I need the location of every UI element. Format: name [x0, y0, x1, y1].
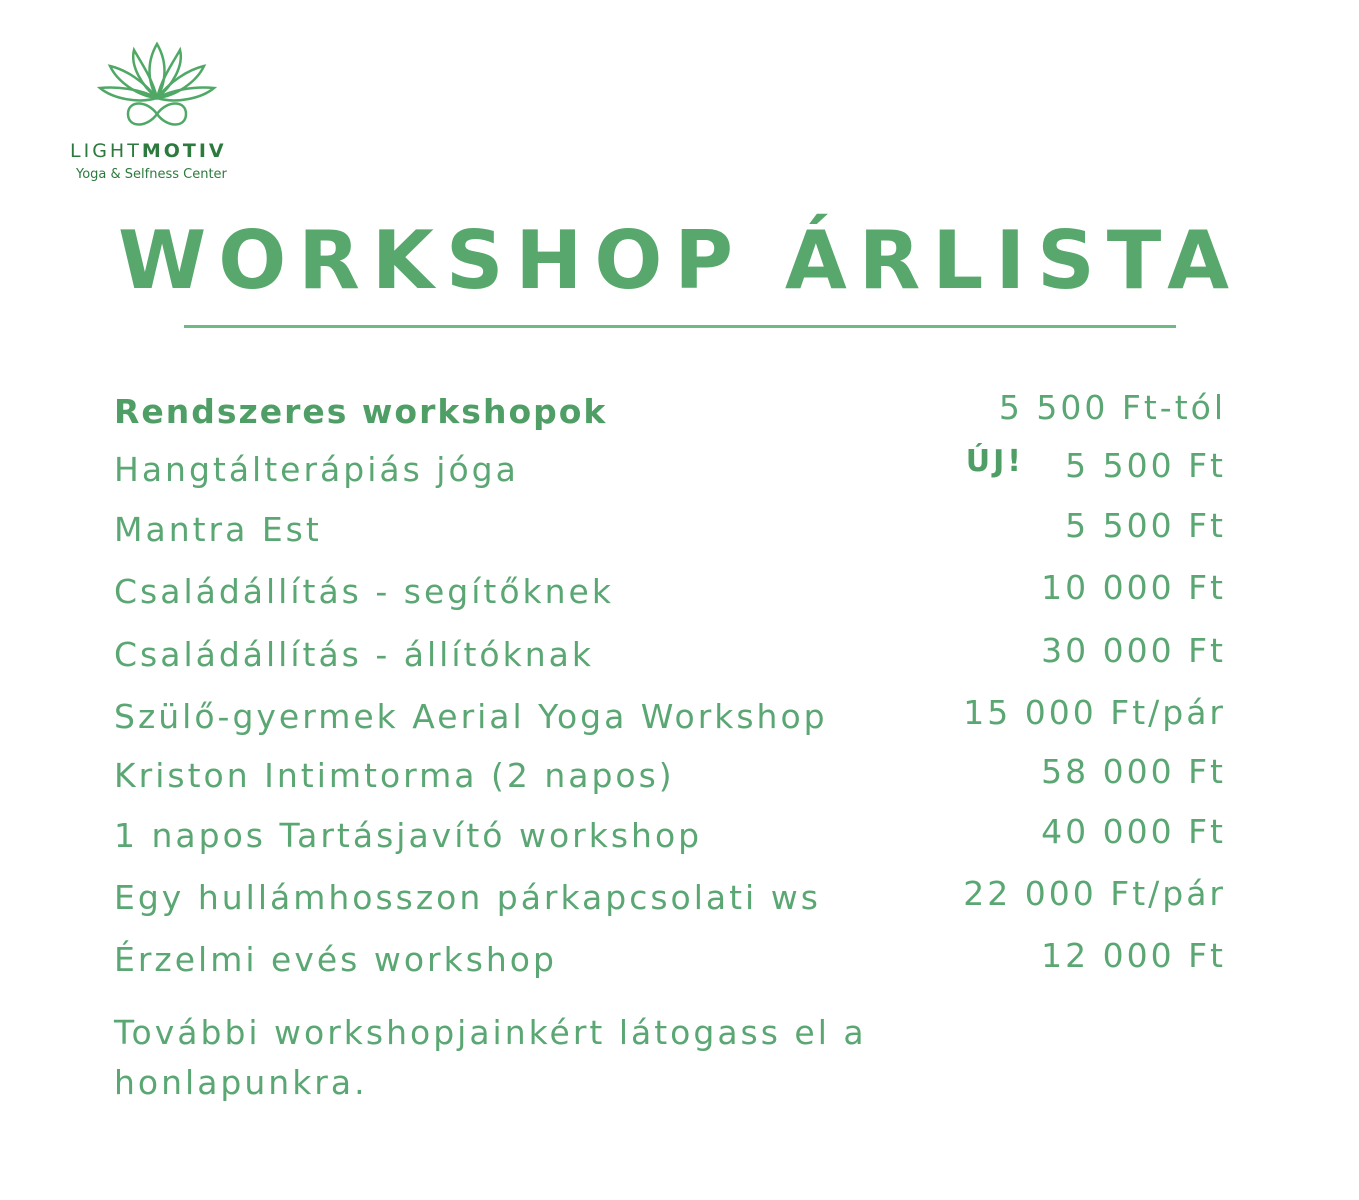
price-row-price: 10 000 Ft — [1041, 568, 1226, 607]
page-title: WORKSHOP ÁRLISTA — [117, 214, 1242, 307]
price-row-name: Családállítás - állítóknak — [114, 635, 594, 674]
price-row — [114, 631, 1226, 679]
price-row-price: 5 500 Ft — [1065, 506, 1226, 545]
price-row-name: Rendszeres workshopok — [114, 392, 608, 431]
price-row-price: 5 500 Ft-tól — [998, 388, 1226, 427]
price-row-name: Hangtálterápiás jóga — [114, 450, 519, 489]
price-row-price: 5 500 Ft — [1065, 446, 1226, 485]
price-row-name: 1 napos Tartásjavító workshop — [114, 816, 703, 855]
price-row — [114, 936, 1226, 984]
price-row — [114, 568, 1226, 616]
price-row — [114, 752, 1226, 800]
footer-note: További workshopjainkért látogass el a honlapunkra. — [114, 1013, 867, 1102]
price-row-price: 58 000 Ft — [1041, 752, 1226, 791]
price-row-header — [114, 388, 1226, 436]
price-row — [114, 812, 1226, 860]
price-row-price: 30 000 Ft — [1041, 631, 1226, 670]
price-row-name: Családállítás - segítőknek — [114, 572, 614, 611]
price-row-price: 12 000 Ft — [1041, 936, 1226, 975]
price-row-name: Egy hullámhosszon párkapcsolati ws — [114, 878, 821, 917]
price-row — [114, 874, 1226, 922]
lotus-infinity-icon — [92, 36, 222, 136]
price-row-name: Érzelmi evés workshop — [114, 940, 557, 979]
price-row-price: 15 000 Ft/pár — [963, 693, 1226, 732]
price-row — [114, 506, 1226, 554]
logo — [60, 36, 260, 196]
brand-name-bold: MOTIV — [141, 140, 227, 162]
title-divider — [184, 325, 1176, 328]
price-row — [114, 693, 1226, 741]
price-row-price: 22 000 Ft/pár — [963, 874, 1226, 913]
price-row-name: Szülő-gyermek Aerial Yoga Workshop — [114, 697, 828, 736]
price-row-price: 40 000 Ft — [1041, 812, 1226, 851]
price-row-name: Kriston Intimtorma (2 napos) — [114, 756, 675, 795]
brand-tagline: Yoga & Selfness Center — [76, 167, 227, 182]
price-row-name: Mantra Est — [114, 510, 322, 549]
new-badge: ÚJ! — [965, 444, 1024, 479]
brand-name-light: LIGHT — [70, 140, 142, 162]
price-row — [114, 444, 1226, 494]
brand-name — [70, 140, 250, 162]
